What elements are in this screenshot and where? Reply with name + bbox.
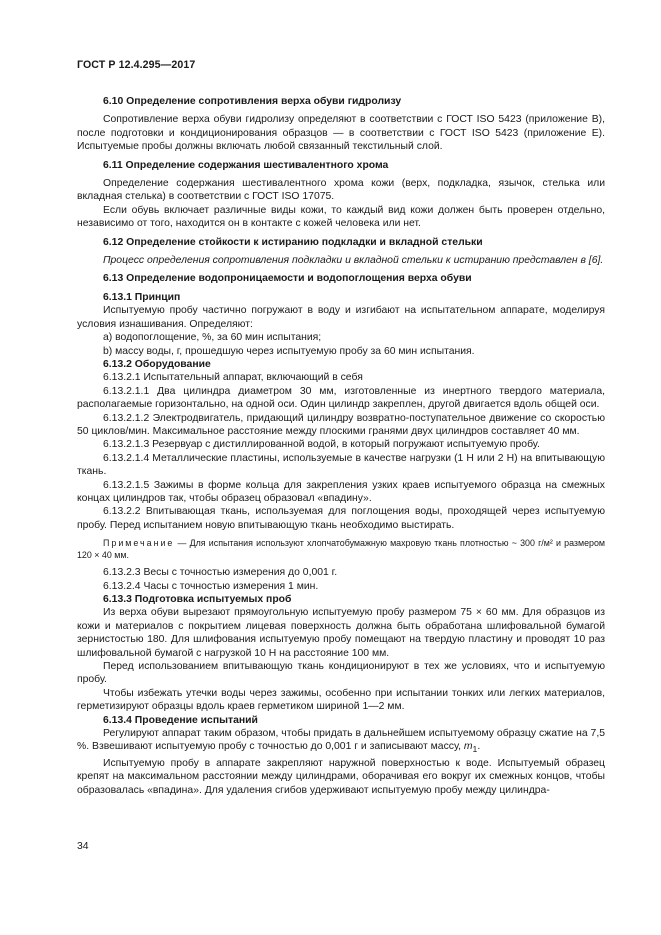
paragraph: Чтобы избежать утечки воды через зажимы, особенно при испытании тонких или легких материалов, герметизируют образцы вдоль краев герметиком шириной 1—2 мм.	[77, 687, 605, 713]
section-heading-6-11: 6.11 Определение содержания шестивалентного хрома	[103, 159, 389, 171]
paragraph: Процесс определения сопротивления подкладки и вкладной стельки к истиранию представлен в [6].	[103, 255, 604, 267]
paragraph: 6.13.2.2 Впитывающая ткань, используемая для поглощения воды, проходящей через испытуемую пробу. Перед испытанием новую впитывающую ткань необходимо выстирать.	[77, 506, 605, 531]
paragraph: Если обувь включает различные виды кожи, то каждый вид кожи должен быть проверен отдельно, независимо от того, находится он в контакте с кожей человека или нет.	[77, 204, 605, 230]
subsection-heading-6-13-4: 6.13.4 Проведение испытаний	[103, 714, 258, 726]
standard-header: ГОСТ Р 12.4.295—2017	[77, 59, 196, 71]
mass-subscript: 1	[472, 744, 478, 755]
list-item: b) массу воды, г, прошедшую через испытуемую пробу за 60 мин испытания.	[103, 345, 475, 357]
paragraph-end: .	[477, 741, 481, 753]
section-heading-6-10: 6.10 Определение сопротивления верха обуви гидролизу	[103, 96, 402, 107]
subsection-heading-6-13-2: 6.13.2 Оборудование	[103, 358, 211, 370]
paragraph-text: Регулируют аппарат таким образом, чтобы придать в дальнейшем испытуемому образцу сжатие на 7,5 %. Взвешивают испытуемую пробу с точностью до 0,001 г и записывают массу,	[77, 728, 605, 753]
document-body	[77, 90, 605, 797]
note-text: — Для испытания используют хлопчатобумажную махровую ткань плотностью ~ 300 г/м² и размером 120 × 40 мм.	[77, 538, 605, 561]
paragraph: Определение содержания шестивалентного хрома кожи (верх, подкладка, язычок, стелька или вкладная стелька) в соответствии с ГОСТ ISO 17075.	[77, 178, 605, 203]
paragraph: 6.13.2.3 Весы с точностью измерения до 0,001 г.	[103, 567, 338, 579]
paragraph: 6.13.2.1.3 Резервуар с дистиллированной водой, в который погружают испытуемую пробу.	[103, 439, 540, 451]
section-heading-6-12: 6.12 Определение стойкости к истиранию подкладки и вкладной стельки	[103, 236, 483, 248]
subsection-heading-6-13-3: 6.13.3 Подготовка испытуемых проб	[103, 594, 292, 605]
section-heading-6-13: 6.13 Определение водопроницаемости и водопоглощения верха обуви	[103, 273, 472, 285]
paragraph: 6.13.2.1.1 Два цилиндра диаметром 30 мм, изготовленные из инертного твердого материала, располагаемые горизонтально, на одной оси. Один цилиндр закреплен, другой двигается вдоль общей оси.	[77, 385, 605, 411]
paragraph: 6.13.2.1 Испытательный аппарат, включающий в себя	[103, 372, 363, 384]
paragraph: 6.13.2.1.4 Металлические пластины, используемые в качестве нагрузки (1 Н или 2 Н) на впитывающую ткань.	[77, 452, 605, 478]
paragraph: Перед использованием впитывающую ткань кондиционируют в тех же условиях, что и испытуемую пробу.	[77, 661, 605, 686]
list-item: a) водопоглощение, %, за 60 мин испытания;	[103, 332, 322, 344]
paragraph: Из верха обуви вырезают прямоугольную испытуемую пробу размером 75 × 60 мм. Для образцов из кожи и материалов с покрытием лицевая поверхность должна быть обработана шлифовальной бумагой зернистостью 180. Для шлифования испытуемую пробу помещают на твердую пластину и проводят 10 раз шлифовальной бумагой с нагрузкой 10 Н на расстояние 100 мм.	[77, 607, 605, 659]
subsection-heading-6-13-1: 6.13.1 Принцип	[103, 291, 181, 303]
paragraph: 6.13.2.4 Часы с точностью измерения 1 мин.	[103, 580, 319, 592]
paragraph	[77, 727, 605, 757]
mass-variable: m	[463, 741, 473, 753]
paragraph: Сопротивление верха обуви гидролизу определяют в соответствии с ГОСТ ISO 5423 (приложение В), после подготовки и кондиционирования образцов — в соответствии с ГОСТ ISO 5423 (приложение Е). Испытуемые пробы должны включать любой связанный текстильный слой.	[77, 114, 605, 153]
note-label: Примечание	[103, 538, 175, 549]
note	[77, 537, 605, 561]
paragraph: Испытуемую пробу в аппарате закрепляют наружной поверхностью к воде. Испытуемый образец крепят на максимальном расстоянии между цилиндрами, оборачивая его вокруг их смежных концов, чтобы образовалась «впадина». Для удаления сгибов удерживают испытуемую пробу между цилиндра-	[77, 757, 605, 796]
page-number: 34	[77, 841, 89, 852]
paragraph: Испытуемую пробу частично погружают в воду и изгибают на испытательном аппарате, моделируя условия изнашивания. Определяют:	[77, 305, 605, 330]
paragraph: 6.13.2.1.2 Электродвигатель, придающий цилиндру возвратно-поступательное движение со скоростью 50 циклов/мин. Максимальное расстояние между плоскими гранями двух цилиндров составляет 40 мм.	[77, 412, 605, 437]
paragraph: 6.13.2.1.5 Зажимы в форме кольца для закрепления узких краев испытуемого образца на смежных концах цилиндров так, чтобы образец образовал «впадину».	[77, 479, 605, 504]
